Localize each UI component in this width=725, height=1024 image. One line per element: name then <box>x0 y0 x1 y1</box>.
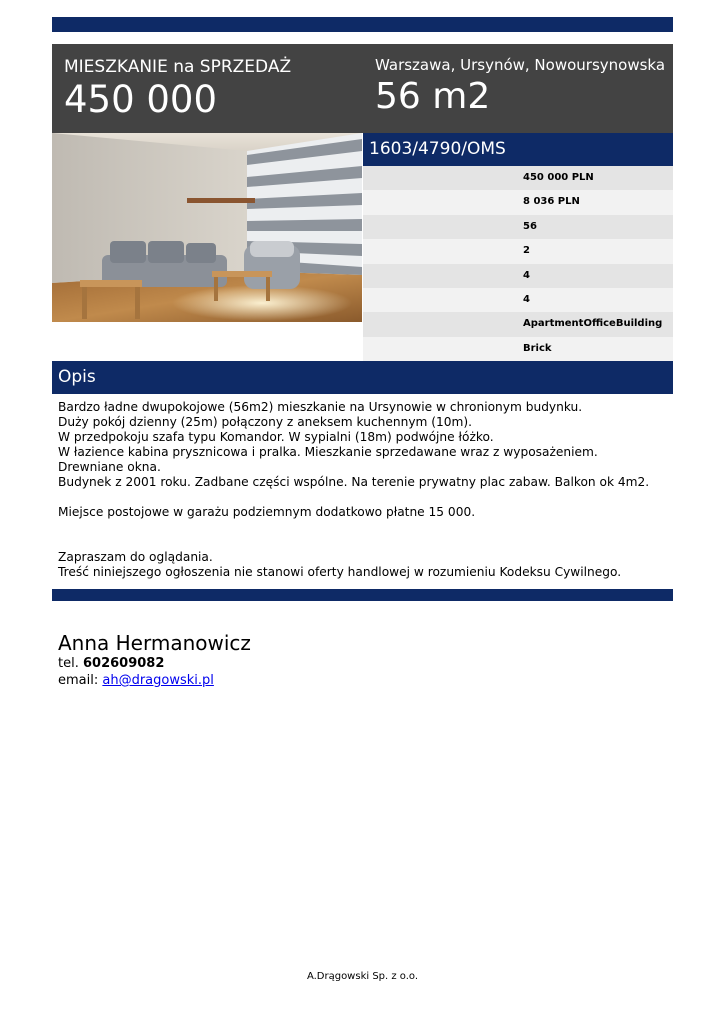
email-link[interactable]: ah@dragowski.pl <box>102 673 214 688</box>
spec-value: 4 <box>523 269 530 281</box>
bottom-decorative-bar <box>52 589 673 601</box>
spec-value: 56 <box>523 220 537 232</box>
spec-table <box>363 166 673 361</box>
spec-value: 450 000 PLN <box>523 172 594 183</box>
spec-row-floor <box>363 264 673 288</box>
price-headline: 450 000 <box>64 78 218 121</box>
description-line: W przedpokoju szafa typu Komandor. W sypialni (18m) podwójne łóżko. <box>58 430 494 444</box>
description-line: Budynek z 2001 roku. Zadbane części wspólne. Na terenie prywatny plac zabaw. Balkon ok 4m2. <box>58 475 650 489</box>
spec-value: ApartmentOfficeBuilding <box>523 318 663 330</box>
living-room-photo <box>52 133 362 322</box>
listing-header <box>52 44 673 133</box>
footer-company: A.Drągowski Sp. z o.o. <box>306 971 419 982</box>
spec-value: 8 036 PLN <box>523 196 580 208</box>
location: Warszawa, Ursynów, Nowoursynowska <box>375 56 666 74</box>
description-line: W łazience kabina prysznicowa i pralka. Mieszkanie sprzedawane wraz z wyposażeniem. <box>58 445 598 459</box>
header-right <box>375 55 665 119</box>
phone-line <box>58 655 251 672</box>
top-decorative-bar <box>52 17 673 32</box>
email-line <box>58 672 251 689</box>
area-headline: 56 m2 <box>375 76 491 117</box>
spec-row-floors-total <box>363 288 673 312</box>
spec-value: Brick <box>523 342 552 354</box>
description-line: Zapraszam do oglądania. <box>58 550 213 564</box>
spec-value: 2 <box>523 245 530 257</box>
spec-row-area <box>363 215 673 239</box>
description-line: Miejsce postojowe w garażu podziemnym dodatkowo płatne 15 000. <box>58 505 476 519</box>
apartment-photo <box>52 133 362 322</box>
phone-label: tel. <box>58 656 79 671</box>
description-line: Bardzo ładne dwupokojowe (56m2) mieszkanie na Ursynowie w chronionym budynku. <box>58 400 583 414</box>
agent-contact <box>58 631 251 689</box>
offer-type: MIESZKANIE na SPRZEDAŻ <box>64 57 292 77</box>
spec-row-price <box>363 166 673 190</box>
reference-number: 1603/4790/OMS <box>363 133 673 166</box>
disclaimer-line: Treść niniejszego ogłoszenia nie stanowi oferty handlowej w rozumieniu Kodeksu Cywilnego. <box>58 565 622 579</box>
description-heading: Opis <box>52 361 673 394</box>
spec-row-material <box>363 337 673 361</box>
email-label: email: <box>58 673 99 688</box>
spec-row-building-type <box>363 312 673 336</box>
description-text <box>58 400 668 580</box>
spec-row-rooms <box>363 239 673 263</box>
line-gap <box>58 520 668 550</box>
line-gap <box>58 490 668 505</box>
phone-number: 602609082 <box>82 656 165 671</box>
description-line: Duży pokój dzienny (25m) połączony z aneksem kuchennym (10m). <box>58 415 473 429</box>
spec-value: 4 <box>523 293 530 305</box>
spec-row-price-per-m2 <box>363 190 673 214</box>
header-left <box>64 56 291 122</box>
agent-name: Anna Hermanowicz <box>58 631 251 655</box>
description-line: Drewniane okna. <box>58 460 161 474</box>
